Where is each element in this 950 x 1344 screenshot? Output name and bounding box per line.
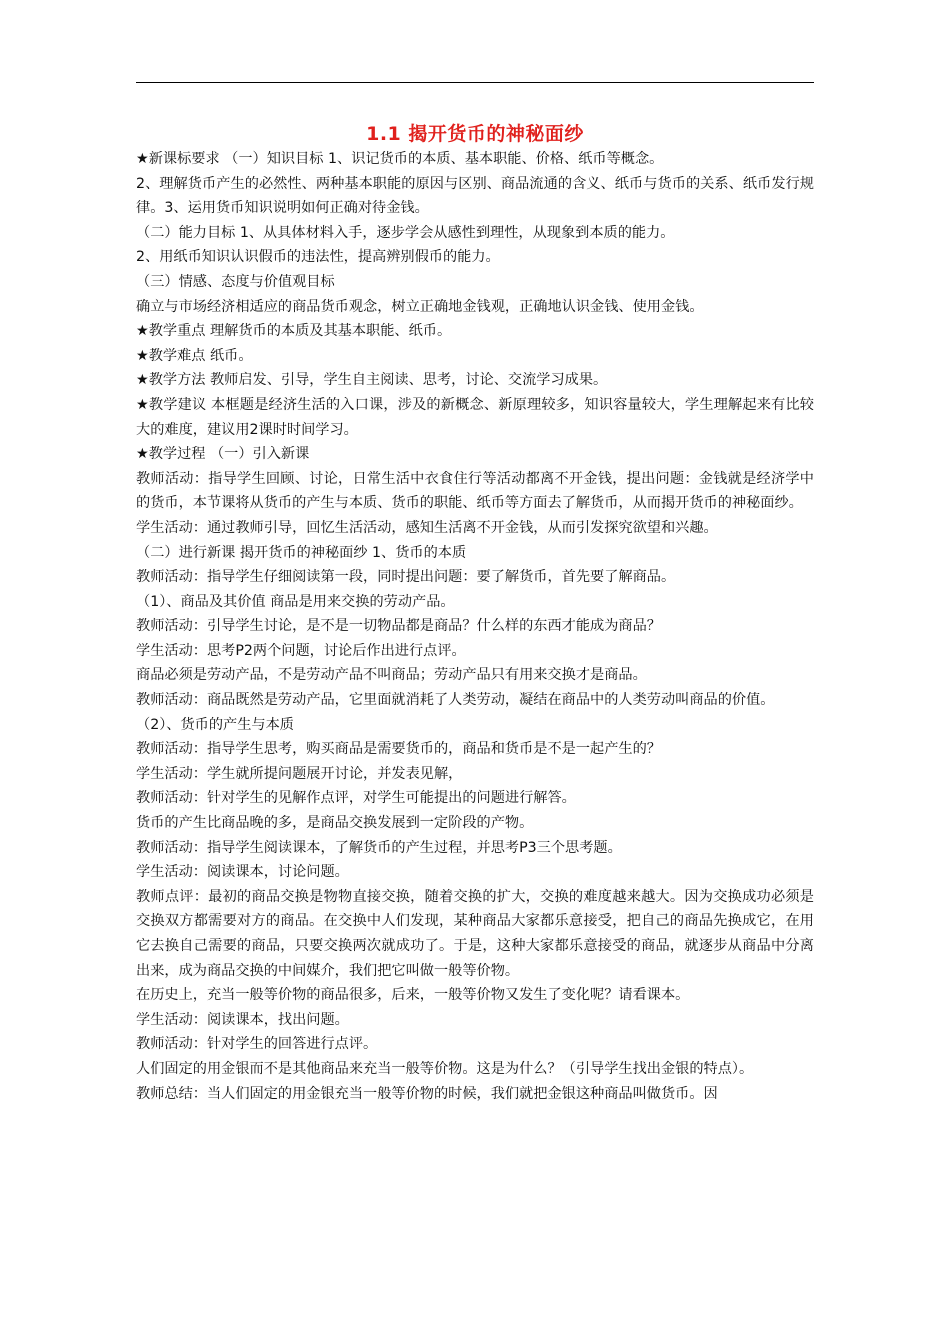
paragraph: （二）进行新课 揭开货币的神秘面纱 1、货币的本质 (136, 544, 467, 561)
paragraph: （二）能力目标 1、从具体材料入手，逐步学会从感性到理性，从现象到本质的能力。 (136, 224, 675, 241)
paragraph: 商品必须是劳动产品，不是劳动产品不叫商品；劳动产品只有用来交换才是商品。 (136, 667, 647, 684)
paragraph: 教师点评：最初的商品交换是物物直接交换，随着交换的扩大，交换的难度越来越大。因为交换成功必须是交换双方都需要对方的商品。在交换中人们发现，某种商品大家都乐意接受，把自己的商品先换成它，在用它去换自己需要的商品，只要交换两次就成功了。于是，这种大家都乐意接受的商品，就逐步从商品中分离出来，成为商品交换的中间媒介，我们把它叫做一般等价物。 (136, 888, 814, 979)
paragraph: 在历史上，充当一般等价物的商品很多，后来，一般等价物又发生了变化呢？请看课本。 (136, 987, 690, 1004)
paragraph: 学生活动：学生就所提问题展开讨论，并发表见解， (136, 765, 463, 782)
paragraph: ★教学方法 教师启发、引导，学生自主阅读、思考，讨论、交流学习成果。 (136, 372, 608, 389)
paragraph: ★教学重点 理解货币的本质及其基本职能、纸币。 (136, 323, 452, 340)
paragraph: 学生活动：思考P2两个问题，讨论后作出进行点评。 (136, 642, 466, 659)
paragraph: 2、理解货币产生的必然性、两种基本职能的原因与区别、商品流通的含义、纸币与货币的关系、纸币发行规律。3、运用货币知识说明如何正确对待金钱。 (136, 175, 814, 217)
document-title: 1.1 揭开货币的神秘面纱 (366, 123, 584, 145)
paragraph: ★新课标要求 （一）知识目标 1、识记货币的本质、基本职能、价格、纸币等概念。 (136, 151, 664, 167)
paragraph: ★教学难点 纸币。 (136, 347, 253, 364)
paragraph: 教师活动：指导学生阅读课本，了解货币的产生过程，并思考P3三个思考题。 (136, 839, 622, 856)
paragraph: ★教学建议 本框题是经济生活的入口课，涉及的新概念、新原理较多，知识容量较大，学生理解起来有比较大的难度，建议用2课时时间学习。 (136, 396, 814, 438)
paragraph: 学生活动：阅读课本，讨论问题。 (136, 864, 349, 881)
paragraph: 教师活动：针对学生的见解作点评，对学生可能提出的问题进行解答。 (136, 790, 576, 807)
paragraph: 人们固定的用金银而不是其他商品来充当一般等价物。这是为什么？（引导学生找出金银的特点）。 (136, 1060, 754, 1077)
paragraph: 教师活动：指导学生思考，购买商品是需要货币的，商品和货币是不是一起产生的？ (136, 741, 661, 758)
paragraph: 教师活动：指导学生仔细阅读第一段，同时提出问题：要了解货币，首先要了解商品。 (136, 569, 676, 586)
paragraph: 教师活动：商品既然是劳动产品，它里面就消耗了人类劳动，凝结在商品中的人类劳动叫商品的价值。 (136, 692, 775, 709)
paragraph: 教师活动：针对学生的回答进行点评。 (136, 1036, 378, 1053)
paragraph: 学生活动：通过教师引导，回忆生活活动，感知生活离不开金钱，从而引发探究欲望和兴趣。 (136, 519, 718, 536)
paragraph: 货币的产生比商品晚的多，是商品交换发展到一定阶段的产物。 (136, 815, 534, 832)
paragraph: （2）、货币的产生与本质 (136, 716, 294, 733)
paragraph: 2、用纸币知识认识假币的违法性，提高辨别假币的能力。 (136, 249, 500, 266)
paragraph: （三）情感、态度与价值观目标 (136, 273, 335, 290)
header-rule (136, 82, 814, 83)
paragraph: 学生活动：阅读课本，找出问题。 (136, 1011, 349, 1028)
paragraph: 教师活动：引导学生讨论，是不是一切物品都是商品？什么样的东西才能成为商品？ (136, 618, 661, 635)
paragraph: 确立与市场经济相适应的商品货币观念，树立正确地金钱观，正确地认识金钱、使用金钱。 (136, 298, 704, 315)
paragraph: ★教学过程 （一）引入新课 (136, 446, 310, 463)
document-body (136, 147, 814, 1106)
paragraph: 教师总结：当人们固定的用金银充当一般等价物的时候，我们就把金银这种商品叫做货币。因 (136, 1085, 718, 1102)
paragraph: 教师活动：指导学生回顾、讨论，日常生活中衣食住行等活动都离不开金钱，提出问题：金钱就是经济学中的货币，本节课将从货币的产生与本质、货币的职能、纸币等方面去了解货币，从而揭开货币的神秘面纱。 (136, 470, 814, 512)
paragraph: （1）、商品及其价值 商品是用来交换的劳动产品。 (136, 593, 455, 610)
